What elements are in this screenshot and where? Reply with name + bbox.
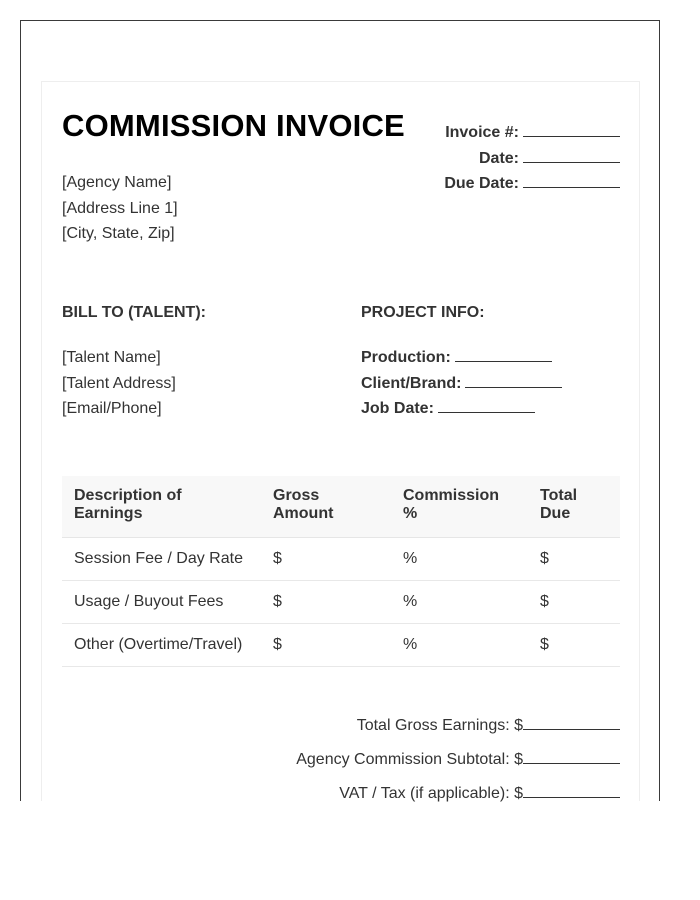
total-gross-earnings-field[interactable] xyxy=(523,715,620,730)
agency-city-state-zip: [City, State, Zip] xyxy=(62,225,175,242)
table-row xyxy=(62,581,620,624)
header-gross-amount: Gross Amount xyxy=(261,476,391,538)
client-brand-field[interactable] xyxy=(465,373,562,388)
table-row xyxy=(62,538,620,581)
totals-block xyxy=(296,709,620,811)
row-description: Usage / Buyout Fees xyxy=(62,581,261,624)
invoice-number-field[interactable] xyxy=(523,122,620,137)
client-brand-label: Client/Brand: xyxy=(361,374,462,392)
header-commission-percent: Commission % xyxy=(391,476,528,538)
row-commission-percent[interactable]: % xyxy=(391,538,528,581)
agency-info xyxy=(62,170,178,247)
project-info xyxy=(361,345,562,422)
invoice-number-label: Invoice #: xyxy=(445,124,519,141)
bill-to-heading: BILL TO (TALENT): xyxy=(62,304,206,321)
row-gross-amount[interactable]: $ xyxy=(261,538,391,581)
agency-commission-subtotal-row xyxy=(296,743,620,777)
row-commission-percent[interactable]: % xyxy=(391,624,528,667)
agency-commission-subtotal-label: Agency Commission Subtotal: $ xyxy=(296,751,523,768)
bill-to-info xyxy=(62,345,176,422)
invoice-date-row xyxy=(444,146,620,172)
row-total-due[interactable]: $ xyxy=(528,624,620,667)
row-total-due[interactable]: $ xyxy=(528,581,620,624)
agency-commission-subtotal-field[interactable] xyxy=(523,749,620,764)
header-total-due: Total Due xyxy=(528,476,620,538)
client-brand-row xyxy=(361,371,562,397)
row-gross-amount[interactable]: $ xyxy=(261,624,391,667)
invoice-date-label: Date: xyxy=(478,149,519,167)
row-gross-amount[interactable]: $ xyxy=(261,581,391,624)
talent-contact: [Email/Phone] xyxy=(62,400,162,417)
row-description: Session Fee / Day Rate xyxy=(62,538,261,581)
vat-tax-row xyxy=(296,777,620,811)
table-row xyxy=(62,624,620,667)
total-gross-earnings-row xyxy=(296,709,620,743)
production-field[interactable] xyxy=(455,347,552,362)
total-gross-earnings-label: Total Gross Earnings: $ xyxy=(356,717,523,734)
row-commission-percent[interactable]: % xyxy=(391,581,528,624)
invoice-date-field[interactable] xyxy=(523,148,620,163)
production-row xyxy=(361,345,562,371)
invoice-number-row xyxy=(444,120,620,146)
job-date-field[interactable] xyxy=(438,398,535,413)
table-header-row xyxy=(62,476,620,538)
production-label: Production: xyxy=(361,349,451,366)
row-total-due[interactable]: $ xyxy=(528,538,620,581)
agency-name: [Agency Name] xyxy=(62,174,172,191)
job-date-row xyxy=(361,396,562,422)
header-description: Description of Earnings xyxy=(62,476,261,538)
vat-tax-label: VAT / Tax (if applicable): $ xyxy=(339,785,523,802)
invoice-meta xyxy=(444,120,620,197)
due-date-label: Due Date: xyxy=(444,175,519,192)
talent-address: [Talent Address] xyxy=(62,374,176,392)
invoice-title: COMMISSION INVOICE xyxy=(62,108,405,143)
row-description: Other (Overtime/Travel) xyxy=(62,624,261,667)
talent-name: [Talent Name] xyxy=(62,349,161,366)
project-info-heading: PROJECT INFO: xyxy=(361,304,485,321)
earnings-table xyxy=(62,476,620,667)
agency-address-line-1: [Address Line 1] xyxy=(62,199,178,217)
vat-tax-field[interactable] xyxy=(523,783,620,798)
due-date-row xyxy=(444,171,620,197)
due-date-field[interactable] xyxy=(523,173,620,188)
job-date-label: Job Date: xyxy=(361,400,434,417)
